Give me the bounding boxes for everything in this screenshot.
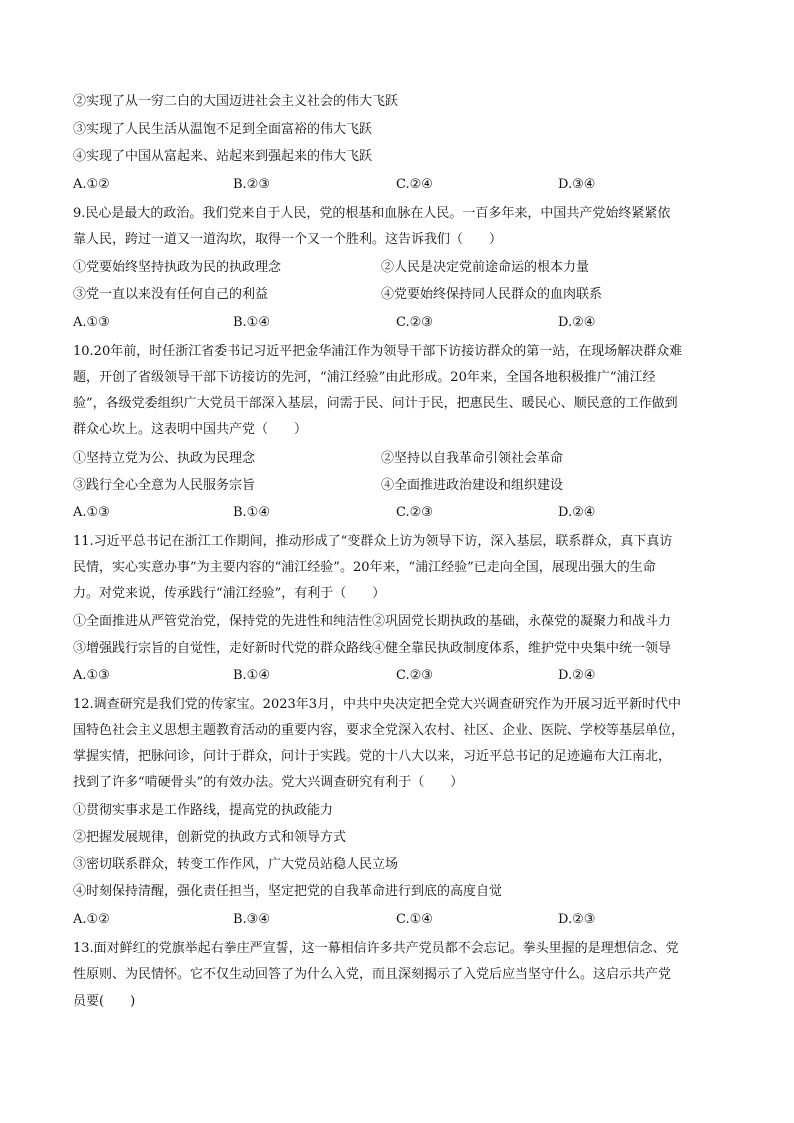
q10-option-3: ③践行全心全意为人民服务宗旨 xyxy=(73,478,256,493)
q9-options-row-1 xyxy=(73,258,733,278)
q8-choices xyxy=(73,175,733,195)
q8-choice-a: A.①② xyxy=(73,177,110,192)
q11-choices xyxy=(73,666,733,686)
q9-stem-line-2: 靠人民，跨过一道又一道沟坎，取得一个又一个胜利。这告诉我们（ ） xyxy=(73,232,503,247)
q10-stem-line-3: 验”，各级党委组织广大党员干部深入基层，问需于民、问计于民，把惠民生、暖民心、顺民意的工作做到 xyxy=(73,396,678,411)
q10-options-row-1 xyxy=(73,449,733,469)
q10-option-4: ④全面推进政治建设和组织建设 xyxy=(381,478,564,493)
q10-choice-a: A.①③ xyxy=(73,505,110,520)
q8-option-4: ④实现了中国从富起来、站起来到强起来的伟大飞跃 xyxy=(73,149,373,164)
q13-stem-line-3: 员要( ) xyxy=(73,994,136,1009)
q9-options-row-2 xyxy=(73,285,733,305)
q9-choice-c: C.②③ xyxy=(396,315,433,330)
q8-choice-d: D.③④ xyxy=(558,177,596,192)
q12-choice-d: D.②③ xyxy=(558,912,596,927)
q10-choices xyxy=(73,503,733,523)
q12-option-4: ④时刻保持清醒，强化责任担当，坚定把党的自我革命进行到底的高度自觉 xyxy=(73,884,503,899)
q9-choice-d: D.②④ xyxy=(558,315,596,330)
q10-stem-line-1: 10.20年前，时任浙江省委书记习近平把金华浦江作为领导干部下访接访群众的第一站，在现场解决群众难 xyxy=(73,344,683,359)
q12-stem-line-2: 国特色社会主义思想主题教育活动的重要内容，要求全党深入农村、社区、企业、医院、学校等基层单位， xyxy=(73,723,685,738)
q11-options-line-1: ①全面推进从严管党治党，保持党的先进性和纯洁性②巩固党长期执政的基础，永葆党的凝聚力和战斗力 xyxy=(73,614,672,629)
q8-option-2: ②实现了从一穷二白的大国迈进社会主义社会的伟大飞跃 xyxy=(73,94,399,109)
q10-choice-b: B.①④ xyxy=(233,505,270,520)
q10-stem-line-2: 题，开创了省级领导干部下访接访的先河，“浦江经验”由此形成。20年来，全国各地积极推广“浦江经 xyxy=(73,370,656,385)
q9-option-1: ①党要始终坚持执政为民的执政理念 xyxy=(73,260,282,275)
q12-choices xyxy=(73,910,733,930)
q12-stem-line-1: 12.调查研究是我们党的传家宝。2023年3月，中共中央决定把全党大兴调查研究作为开展习近平新时代中 xyxy=(73,697,682,712)
q11-options-line-2: ③增强践行宗旨的自觉性，走好新时代党的群众路线④健全靠民执政制度体系，维护党中央集中统一领导 xyxy=(73,641,672,656)
q13-stem-line-2: 性原则、为民情怀。它不仅生动回答了为什么入党，而且深刻揭示了入党后应当坚守什么。这启示共产党 xyxy=(73,967,672,982)
q12-choice-c: C.①④ xyxy=(396,912,433,927)
q8-choice-b: B.②③ xyxy=(233,177,270,192)
q12-option-2: ②把握发展规律，创新党的执政方式和领导方式 xyxy=(73,830,347,845)
q10-choice-c: C.②③ xyxy=(396,505,433,520)
q10-stem-line-4: 群众心坎上。这表明中国共产党（ ） xyxy=(73,422,308,437)
q9-stem-line-1: 9.民心是最大的政治。我们党来自于人民，党的根基和血脉在人民。一百多年来，中国共产党始终紧紧依 xyxy=(73,206,671,221)
q11-choice-c: C.②③ xyxy=(396,668,433,683)
q12-option-3: ③密切联系群众，转变工作作风，广大党员站稳人民立场 xyxy=(73,857,399,872)
q13-stem-line-1: 13.面对鲜红的党旗举起右拳庄严宣誓，这一幕相信许多共产党员都不会忘记。拳头里握的是理想信念、党 xyxy=(73,941,679,956)
q9-option-2: ②人民是决定党前途命运的根本力量 xyxy=(381,260,590,275)
q8-choice-c: C.②④ xyxy=(396,177,433,192)
q11-choice-b: B.①④ xyxy=(233,668,270,683)
q10-option-2: ②坚持以自我革命引领社会革命 xyxy=(381,451,564,466)
q9-option-4: ④党要始终保持同人民群众的血肉联系 xyxy=(381,287,603,302)
q10-option-1: ①坚持立党为公、执政为民理念 xyxy=(73,451,256,466)
q12-choice-b: B.③④ xyxy=(233,912,270,927)
q12-choice-a: A.①② xyxy=(73,912,110,927)
q9-choices xyxy=(73,313,733,333)
q10-options-row-2 xyxy=(73,476,733,496)
q9-option-3: ③党一直以来没有任何自己的利益 xyxy=(73,287,269,302)
q9-choice-a: A.①③ xyxy=(73,315,110,330)
q11-stem-line-3: 力。对党来说，传承践行“浦江经验”，有利于（ ） xyxy=(73,586,386,601)
q11-choice-d: D.②④ xyxy=(558,668,596,683)
q11-stem-line-2: 民情，实心实意办事”为主要内容的“浦江经验”。20年来，“浦江经验”已走向全国，展现出强大的生命 xyxy=(73,560,656,575)
q12-option-1: ①贯彻实事求是工作路线，提高党的执政能力 xyxy=(73,803,334,818)
q12-stem-line-4: 找到了许多“啃硬骨头”的有效办法。党大兴调查研究有利于（ ） xyxy=(73,775,464,790)
q11-choice-a: A.①③ xyxy=(73,668,110,683)
q11-stem-line-1: 11.习近平总书记在浙江工作期间，推动形成了“变群众上访为领导下访，深入基层，联系群众，真下真访 xyxy=(73,534,673,549)
q8-option-3: ③实现了人民生活从温饱不足到全面富裕的伟大飞跃 xyxy=(73,122,373,137)
q10-choice-d: D.②④ xyxy=(558,505,596,520)
q9-choice-b: B.①④ xyxy=(233,315,270,330)
q12-stem-line-3: 掌握实情，把脉问诊，问计于群众，问计于实践。党的十八大以来，习近平总书记的足迹遍布大江南北， xyxy=(73,749,672,764)
